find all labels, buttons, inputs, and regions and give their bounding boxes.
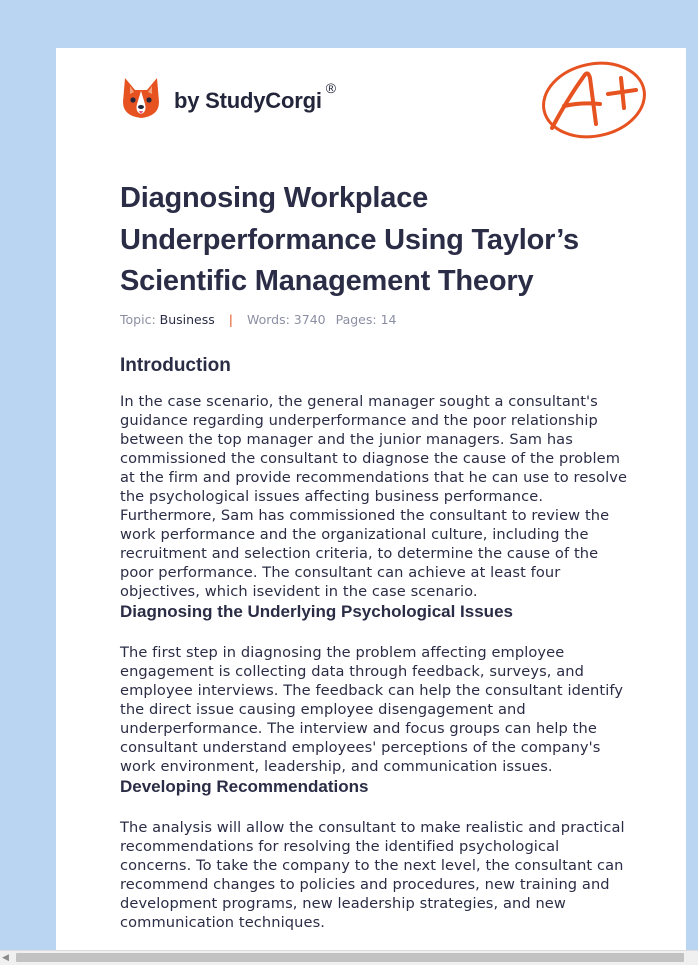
pages-label: Pages: (335, 312, 377, 327)
diagnosing-paragraph: The first step in diagnosing the problem affecting employee engagement is collecting data through feedback, surveys, and employee interviews. The feedback can help the consultant identify the direct issue causing employee disengagement and underperformance. The interview and focus groups can help the consultant understand employees' perceptions of the company's work environment, leadership, and communication issues. (120, 644, 624, 775)
meta-separator: | (228, 312, 233, 327)
document-title: Diagnosing Workplace Underperformance Using Taylor’s Scientific Management Theory (120, 182, 579, 297)
studycorgi-logo[interactable] (122, 76, 336, 120)
document-body (120, 354, 632, 932)
horizontal-scrollbar[interactable] (0, 950, 698, 965)
grade-a-plus-badge (538, 58, 650, 144)
spacer (120, 798, 632, 818)
words-count: 3740 (293, 312, 326, 327)
document-meta (120, 312, 396, 327)
introduction-heading: Introduction (120, 355, 231, 376)
corgi-icon (122, 76, 160, 120)
recommendations-heading: Developing Recommendations (120, 777, 369, 796)
brand-name: by StudyCorgi (174, 88, 322, 113)
diagnosing-heading: Diagnosing the Underlying Psychological Issues (120, 602, 513, 621)
pages-count: 14 (380, 312, 397, 327)
introduction-paragraph: In the case scenario, the general manager sought a consultant's guidance regarding underperformance and the poor relationship between the top manager and the junior managers. Sam has commissioned the consultant to diagnose the cause of the problem at the firm and provide recommendations that he can use to resolve the psychological issues affecting business performance. Furthermore, Sam has commissioned the consultant to review the work performance and the organizational culture, including the recruitment and selection criteria, to determine the cause of the poor performance. The consultant can achieve at least four objectives, which isevident in the case scenario. (120, 393, 628, 600)
registered-mark: ® (325, 80, 337, 96)
spacer (120, 623, 632, 643)
scroll-left-arrow-icon[interactable]: ◀ (2, 953, 9, 963)
recommendations-paragraph: The analysis will allow the consultant to make realistic and practical recommendations for resolving the identified psychological concerns. To take the company to the next level, the consultant can recommend changes to policies and procedures, new training and development programs, new leadership strategies, and new communication techniques. (120, 819, 625, 931)
words-label: Words: (246, 312, 290, 327)
topic-label: Topic: (120, 312, 156, 327)
document-page (56, 48, 686, 952)
scrollbar-thumb[interactable] (16, 953, 684, 962)
topic-link[interactable]: Business (159, 312, 215, 327)
